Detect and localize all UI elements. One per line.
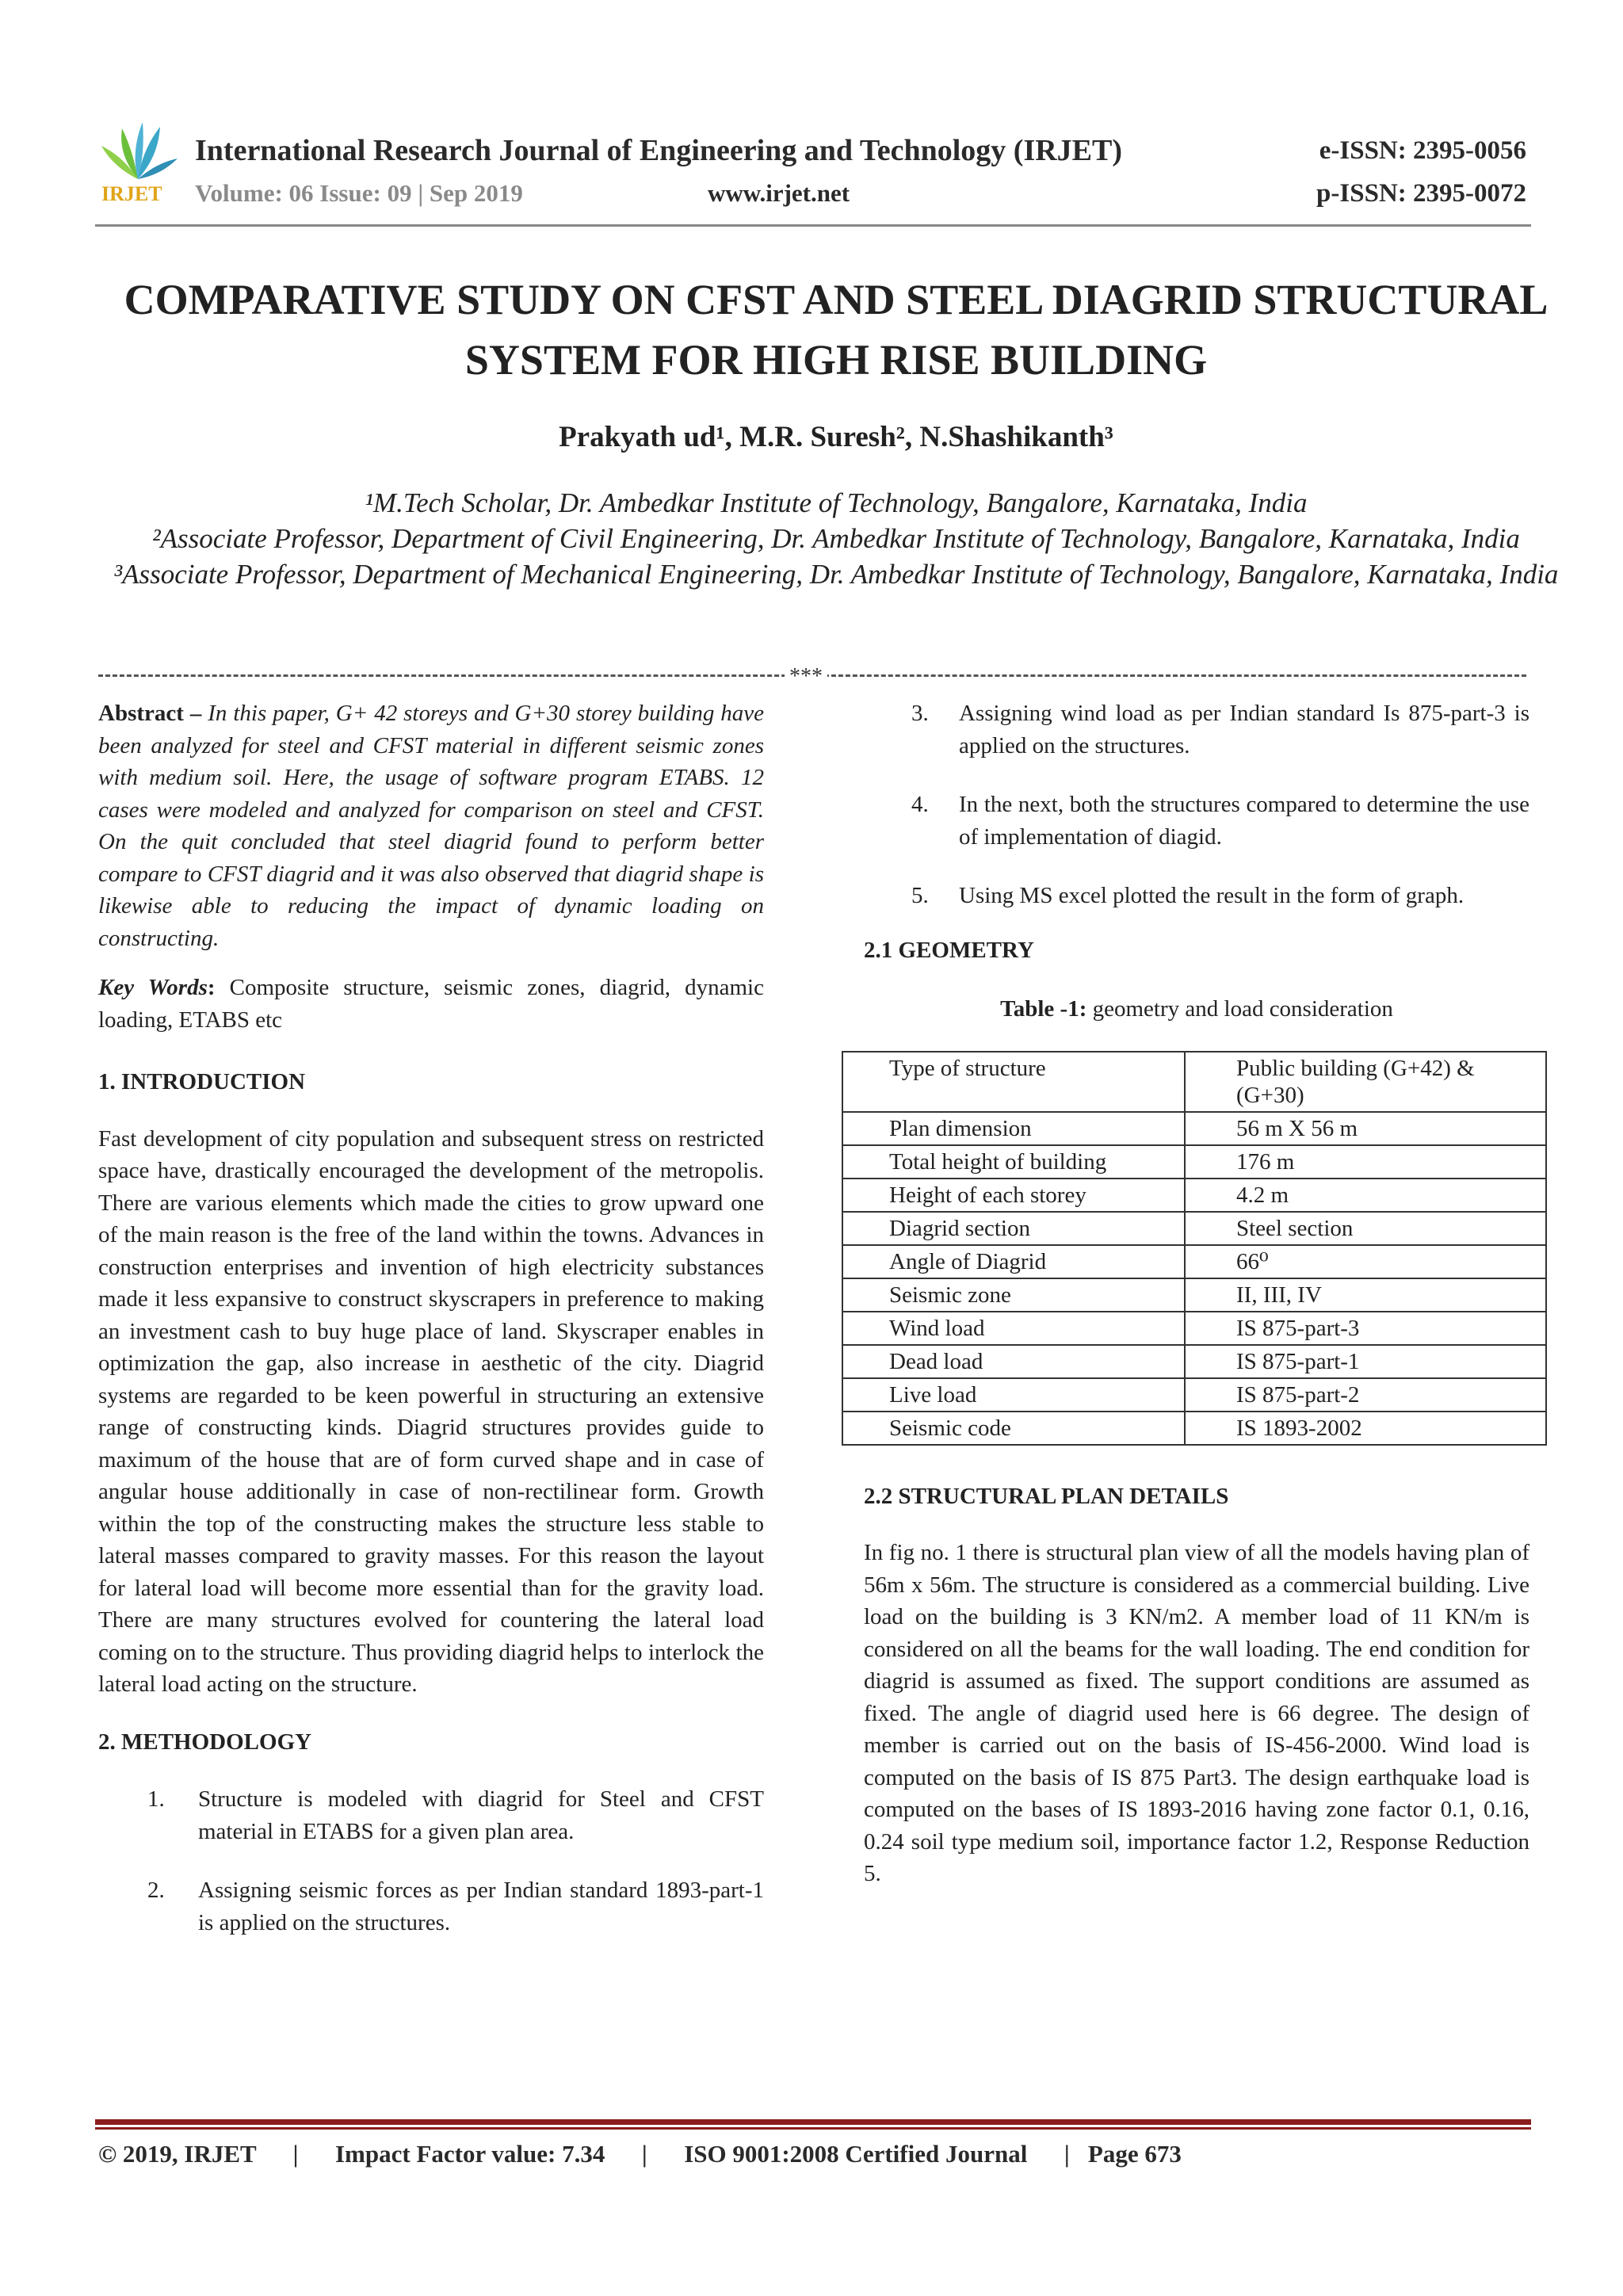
- p-issn: p-ISSN: 2395-0072: [1316, 179, 1526, 208]
- table-cell-parameter: Angle of Diagrid: [842, 1245, 1185, 1278]
- list-item: [864, 789, 1529, 853]
- methodology-list-right: [864, 697, 1529, 912]
- list-item-number: 3.: [911, 701, 929, 726]
- header-divider: [95, 224, 1531, 227]
- abstract-label: Abstract –: [98, 701, 202, 726]
- abstract-text: In this paper, G+ 42 storeys and G+30 storey building have been analyzed for steel and CFST material in different seismic zones with medium soil. Here, the usage of software program ETABS. 12 cases were modeled and analyzed for comparison on steel and CFST. On the quit concluded that steel diagrid found to perform better compare to CFST diagrid and it was also observed that diagrid shape is likewise able to reducing the impact of dynamic loading on constructing.: [98, 701, 764, 951]
- table-caption: [864, 993, 1529, 1026]
- footer-iso: ISO 9001:2008 Certified Journal: [684, 2140, 1028, 2168]
- list-item-text: Structure is modeled with diagrid for Steel and CFST material in ETABS for a given plan area.: [198, 1786, 764, 1844]
- table-cell-value: 176 m: [1185, 1145, 1546, 1179]
- table-cell-parameter: Dead load: [842, 1345, 1185, 1378]
- table-cell-value: II, III, IV: [1185, 1278, 1546, 1312]
- list-item-number: 2.: [147, 1878, 165, 1903]
- table-row: [842, 1212, 1546, 1245]
- keywords-label: Key Words: [98, 975, 208, 1000]
- table-cell-value: IS 1893-2002: [1185, 1412, 1546, 1445]
- methodology-list-left: [98, 1783, 764, 1939]
- table-row: [842, 1245, 1546, 1278]
- keywords: Key Words: Composite structure, seismic zones, diagrid, dynamic loading, ETABS etc: [98, 975, 764, 1033]
- list-item-number: 5.: [911, 883, 929, 908]
- table-cell-parameter: Total height of building: [842, 1145, 1185, 1179]
- table-label: Table -1:: [1000, 996, 1087, 1022]
- table-row: [842, 1179, 1546, 1212]
- e-issn: e-ISSN: 2395-0056: [1319, 136, 1526, 165]
- footer-divider: |: [1064, 2140, 1070, 2168]
- table-row: [842, 1278, 1546, 1312]
- table-row: [842, 1412, 1546, 1445]
- table-row: [842, 1345, 1546, 1378]
- structural-plan-heading: 2.2 STRUCTURAL PLAN DETAILS: [864, 1483, 1229, 1509]
- table-cell-value: IS 875-part-2: [1185, 1378, 1546, 1412]
- table-cell-parameter: Wind load: [842, 1312, 1185, 1345]
- geometry-table: [842, 1051, 1547, 1446]
- table-cell-value: 56 m X 56 m: [1185, 1112, 1546, 1145]
- table-cell-parameter: Seismic code: [842, 1412, 1185, 1445]
- volume-issue: Volume: 06 Issue: 09 | Sep 2019: [195, 179, 523, 207]
- methodology-heading: 2. METHODOLOGY: [98, 1729, 312, 1755]
- table-cell-parameter: Live load: [842, 1378, 1185, 1412]
- table-cell-parameter: Seismic zone: [842, 1278, 1185, 1312]
- table-cell-value: Public building (G+42) &(G+30): [1185, 1052, 1546, 1112]
- page-footer: [98, 2140, 1182, 2168]
- table-cell-parameter: Height of each storey: [842, 1179, 1185, 1212]
- table-cell-value: 4.2 m: [1185, 1179, 1546, 1212]
- list-item: [864, 880, 1529, 912]
- footer-rule-thin: [95, 2127, 1531, 2130]
- left-column: [98, 697, 764, 1939]
- list-item-text: Assigning seismic forces as per Indian standard 1893-part-1 is applied on the structures.: [198, 1878, 764, 1935]
- table-row: [842, 1312, 1546, 1345]
- list-item-number: 4.: [911, 792, 929, 817]
- right-column: [864, 697, 1529, 1890]
- journal-name: International Research Journal of Engineering and Technology (IRJET): [195, 134, 1123, 167]
- table-row: [842, 1145, 1546, 1179]
- separator-stars: ***: [785, 664, 827, 690]
- table-row: [842, 1378, 1546, 1412]
- list-item-number: 1.: [147, 1786, 165, 1812]
- introduction-heading: 1. INTRODUCTION: [98, 1069, 306, 1095]
- geometry-heading: 2.1 GEOMETRY: [864, 937, 1034, 963]
- list-item-text: In the next, both the structures compared to determine the use of implementation of diagid.: [959, 792, 1529, 850]
- paper-title-line-1: COMPARATIVE STUDY ON CFST AND STEEL DIAGRID STRUCTURAL: [124, 276, 1549, 323]
- footer-page-number: Page 673: [1087, 2140, 1182, 2168]
- logo-text: IRJET: [101, 182, 162, 205]
- table-cell-value: IS 875-part-1: [1185, 1345, 1546, 1378]
- footer-divider: |: [641, 2140, 647, 2168]
- structural-plan-text: In fig no. 1 there is structural plan view of all the models having plan of 56m x 56m. The structure is considered as a commercial building. Live load on the building is 3 KN/m2. A member load of 11 KN/m is considered on all the beams for the wall loading. The end condition for diagrid is assumed as fixed. The support conditions are assumed as fixed. The angle of diagrid used here is 66 degree. The design of member is carried out on the basis of IS-456-2000. Wind load is computed on the basis of IS 875 Part3. The design earthquake load is computed on the bases of IS 1893-2016 having zone factor 0.1, 0.16, 0.24 soil type medium soil, importance factor 1.2, Response Reduction 5.: [864, 1540, 1529, 1886]
- abstract: [98, 697, 764, 954]
- affiliation-3: ³Associate Professor, Department of Mechanical Engineering, Dr. Ambedkar Institute of Technology, Bangalore, Karnataka, India: [113, 559, 1559, 590]
- journal-logo: [95, 117, 181, 206]
- table-cell-parameter: Diagrid section: [842, 1212, 1185, 1245]
- footer-divider: |: [292, 2140, 299, 2168]
- footer-impact-factor: Impact Factor value: 7.34: [334, 2140, 605, 2168]
- list-item: [98, 1874, 764, 1939]
- list-item-text: Assigning wind load as per Indian standard Is 875-part-3 is applied on the structures.: [959, 701, 1529, 758]
- table-cell-parameter: Plan dimension: [842, 1112, 1185, 1145]
- table-cell-value: Steel section: [1185, 1212, 1546, 1245]
- list-item: [864, 697, 1529, 762]
- journal-website[interactable]: www.irjet.net: [708, 179, 850, 207]
- table-row: [842, 1052, 1546, 1112]
- footer-rule-thick: [95, 2119, 1531, 2125]
- table-caption-text: geometry and load consideration: [1092, 996, 1393, 1022]
- paper-title: [95, 269, 1577, 390]
- table-cell-value: IS 875-part-3: [1185, 1312, 1546, 1345]
- affiliation-1: ¹M.Tech Scholar, Dr. Ambedkar Institute of Technology, Bangalore, Karnataka, India: [365, 487, 1308, 518]
- affiliations: [103, 485, 1569, 592]
- paper-title-line-2: SYSTEM FOR HIGH RISE BUILDING: [464, 336, 1208, 384]
- paper-authors: Prakyath ud¹, M.R. Suresh², N.Shashikanth³: [559, 421, 1113, 453]
- table-row: [842, 1112, 1546, 1145]
- footer-copyright: © 2019, IRJET: [98, 2140, 257, 2168]
- introduction-text: Fast development of city population and subsequent stress on restricted space have, drastically encouraged the development of the metropolis. There are various elements which made the cities to grow upward one of the main reason is the free of the land within the towns. Advances in construction enterprises and invention of high electricity substances made it less expansive to construct skyscrapers in preference to making an investment cash to buy huge place of land. Skyscraper enables in optimization the gap, also increase in aesthetic of the city. Diagrid systems are regarded to be keen powerful in structuring an extensive range of constructing kinds. Diagrid structures provides guide to maximum of the house that are of form curved shape and in case of angular house additionally in case of non-rectilinear form. Growth within the top of the constructing makes the structure less stable to lateral masses compared to gravity masses. For this reason the layout for lateral load will become more essential than for the gravity load. There are many structures evolved for countering the lateral load coming on to the structure. Thus providing diagrid helps to interlock the lateral load acting on the structure.: [98, 1125, 764, 1697]
- affiliation-2: ²Associate Professor, Department of Civil Engineering, Dr. Ambedkar Institute of Technology, Bangalore, Karnataka, India: [152, 523, 1520, 554]
- keywords-text: Composite structure, seismic zones, diagrid, dynamic loading, ETABS etc: [98, 975, 764, 1033]
- list-item: [98, 1783, 764, 1847]
- table-cell-parameter: Type of structure: [842, 1052, 1185, 1112]
- list-item-text: Using MS excel plotted the result in the form of graph.: [959, 883, 1465, 908]
- table-cell-value: 66⁰: [1185, 1245, 1546, 1278]
